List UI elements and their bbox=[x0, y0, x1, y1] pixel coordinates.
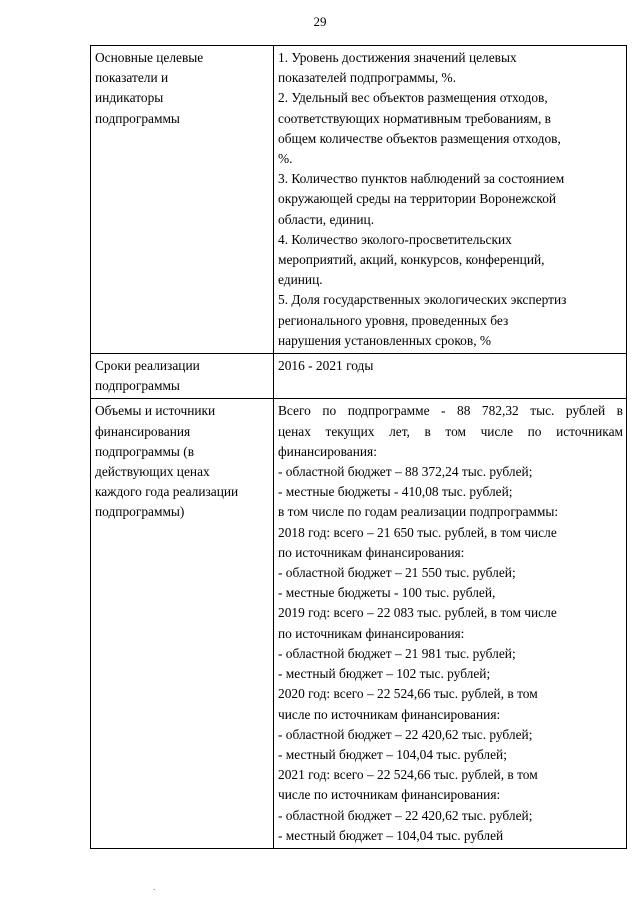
value-line: 2. Удельный вес объектов размещения отходов, bbox=[278, 90, 548, 106]
row-label-cell bbox=[91, 46, 274, 354]
value-line: - местный бюджет – 102 тыс. рублей; bbox=[278, 666, 491, 682]
value-line: числе по источникам финансирования: bbox=[278, 787, 501, 803]
table-row bbox=[91, 354, 627, 399]
value-line: в том числе по годам реализации подпрограммы: bbox=[278, 504, 559, 520]
value-line: 1. Уровень достижения значений целевых bbox=[278, 50, 517, 65]
value-line: регионального уровня, проведенных без bbox=[278, 312, 509, 328]
value-line: общем количестве объектов размещения отходов, bbox=[278, 130, 561, 146]
scan-dot: . bbox=[153, 882, 156, 892]
value-line: единиц. bbox=[278, 272, 323, 288]
value-line: ценах текущих лет, в том числе по источникам bbox=[278, 423, 623, 439]
label-line: Сроки реализации bbox=[95, 358, 200, 374]
value-line: - местные бюджеты - 410,08 тыс. рублей; bbox=[278, 484, 513, 500]
label-line: подпрограммы bbox=[95, 110, 180, 126]
label-line: Объемы и источники bbox=[95, 403, 216, 419]
row-value-cell bbox=[274, 46, 627, 354]
value-line: %. bbox=[278, 151, 293, 167]
page-number: 29 bbox=[313, 14, 327, 29]
value-line: - областной бюджет – 22 420,62 тыс. рублей; bbox=[278, 726, 533, 742]
label-line: подпрограммы bbox=[95, 378, 180, 394]
label-line: каждого года реализации bbox=[95, 484, 239, 500]
subprogram-passport-table bbox=[90, 45, 627, 849]
value-line: по источникам финансирования: bbox=[278, 625, 465, 641]
value-line: показателей подпрограммы, %. bbox=[278, 70, 457, 86]
row-label-cell bbox=[91, 399, 274, 848]
row-label-cell bbox=[91, 354, 274, 399]
value-line: 4. Количество эколого-просветительских bbox=[278, 231, 512, 247]
value-line: по источникам финансирования: bbox=[278, 544, 465, 560]
row-value-cell bbox=[274, 354, 627, 399]
value-line: окружающей среды на территории Воронежской bbox=[278, 191, 557, 207]
value-line: - областной бюджет – 21 550 тыс. рублей; bbox=[278, 565, 516, 581]
value-line: - областной бюджет – 22 420,62 тыс. рублей; bbox=[278, 807, 533, 823]
label-line: индикаторы bbox=[95, 90, 164, 106]
label-line: подпрограммы (в bbox=[95, 443, 195, 459]
label-line: показатели и bbox=[95, 70, 169, 86]
label-line: подпрограммы) bbox=[95, 504, 185, 520]
row-value-cell bbox=[274, 399, 627, 848]
value-line: 2021 год: всего – 22 524,66 тыс. рублей, в том bbox=[278, 767, 538, 783]
label-line: действующих ценах bbox=[95, 464, 210, 480]
value-line: Всего по подпрограмме - 88 782,32 тыс. рублей в bbox=[278, 403, 623, 419]
value-line: - местный бюджет – 104,04 тыс. рублей bbox=[278, 827, 504, 843]
value-line: мероприятий, акций, конкурсов, конференций, bbox=[278, 252, 545, 268]
label-line: финансирования bbox=[95, 423, 191, 439]
value-line: 3. Количество пунктов наблюдений за состоянием bbox=[278, 171, 565, 187]
table-row bbox=[91, 46, 627, 354]
value-line: нарушения установленных сроков, % bbox=[278, 332, 492, 348]
value-line: - местные бюджеты - 100 тыс. рублей, bbox=[278, 585, 496, 601]
value-line: - областной бюджет – 88 372,24 тыс. рублей; bbox=[278, 464, 533, 480]
table-row bbox=[91, 399, 627, 848]
value-line: 2020 год: всего – 22 524,66 тыс. рублей, в том bbox=[278, 686, 538, 702]
value-line: 2019 год: всего – 22 083 тыс. рублей, в том числе bbox=[278, 605, 557, 621]
value-line: 5. Доля государственных экологических экспертиз bbox=[278, 292, 567, 308]
value-line: 2018 год: всего – 21 650 тыс. рублей, в том числе bbox=[278, 524, 557, 540]
value-line: области, единиц. bbox=[278, 211, 375, 227]
value-line: 2016 - 2021 годы bbox=[278, 358, 374, 374]
value-line: финансирования: bbox=[278, 443, 377, 459]
value-line: числе по источникам финансирования: bbox=[278, 706, 501, 722]
value-line: - местный бюджет – 104,04 тыс. рублей; bbox=[278, 746, 507, 762]
label-line: Основные целевые bbox=[95, 50, 204, 65]
value-line: соответствующих нормативным требованиям, в bbox=[278, 110, 551, 126]
value-line: - областной бюджет – 21 981 тыс. рублей; bbox=[278, 645, 516, 661]
